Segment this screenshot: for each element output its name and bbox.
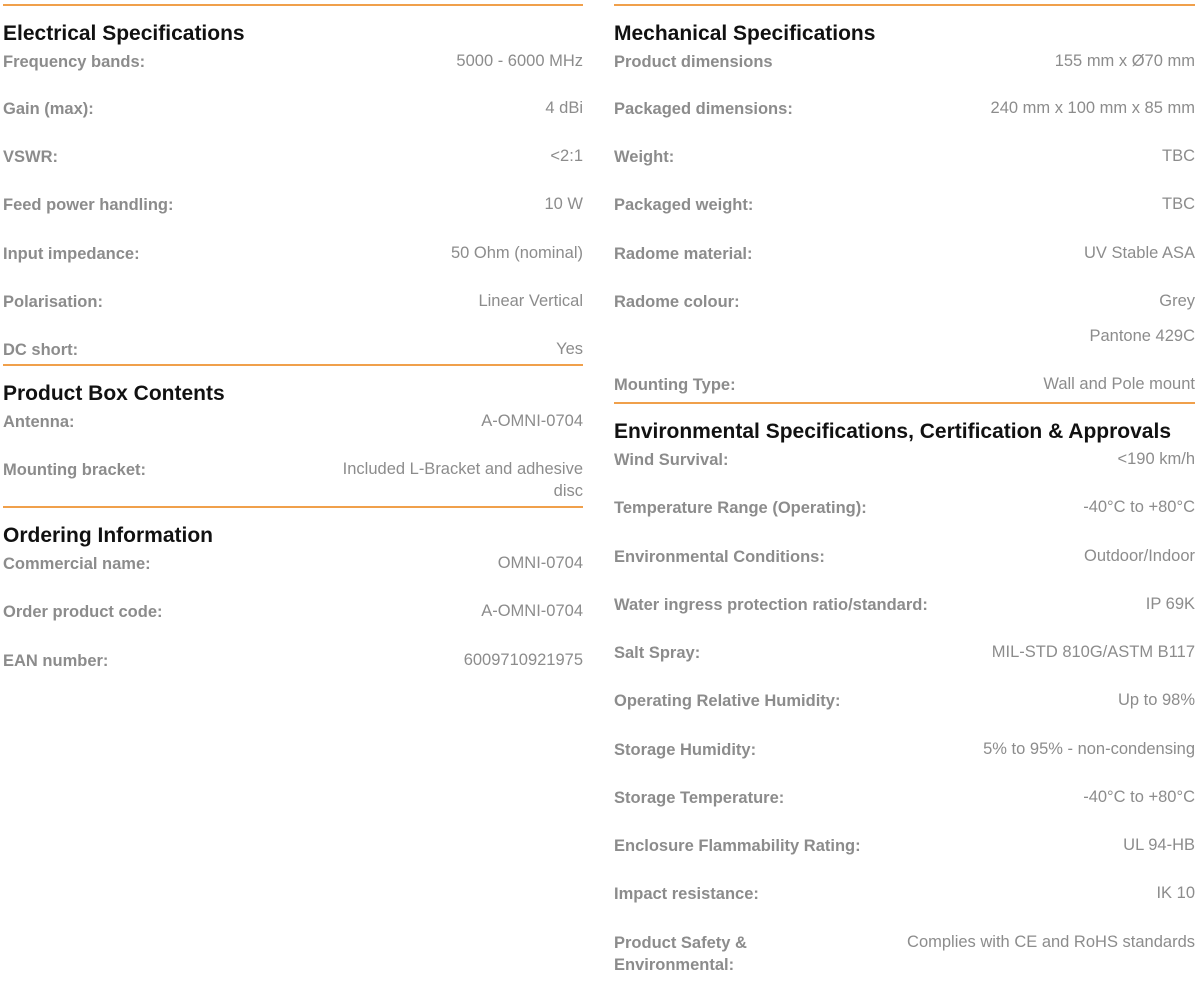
spec-row-wind-survival xyxy=(614,448,1195,496)
spec-value: IP 69K xyxy=(1145,595,1195,613)
spec-label: Radome colour: xyxy=(614,293,740,311)
section-title: Mechanical Specifications xyxy=(614,22,876,45)
spec-value: MIL-STD 810G/ASTM B117 xyxy=(991,643,1195,661)
spec-value: Complies with CE and RoHS standards xyxy=(907,933,1195,951)
spec-label: Storage Humidity: xyxy=(614,741,757,759)
spec-value: A-OMNI-0704 xyxy=(481,412,583,430)
spec-row-environmental-conditions xyxy=(614,545,1195,593)
spec-value: UL 94-HB xyxy=(1123,836,1195,854)
spec-label: Input impedance: xyxy=(3,245,140,263)
spec-value xyxy=(760,290,1195,347)
box-contents-section xyxy=(3,364,583,506)
environmental-section xyxy=(614,402,1195,977)
spec-value: A-OMNI-0704 xyxy=(481,602,583,620)
spec-row-storage-humidity xyxy=(614,738,1195,786)
spec-value: Linear Vertical xyxy=(478,292,583,310)
spec-label: EAN number: xyxy=(3,652,109,670)
spec-value-line: Included L-Bracket and adhesive xyxy=(342,460,583,478)
spec-value: 4 dBi xyxy=(545,99,583,117)
spec-label: Salt Spray: xyxy=(614,644,701,662)
spec-row-operating-humidity xyxy=(614,689,1195,738)
spec-row-mounting-type xyxy=(614,373,1195,402)
right-column xyxy=(614,0,1195,977)
spec-value: 10 W xyxy=(544,195,583,213)
spec-label: Gain (max): xyxy=(3,100,94,118)
spec-value: TBC xyxy=(1162,147,1195,165)
spec-label: Storage Temperature: xyxy=(614,789,785,807)
spec-row-temperature-range xyxy=(614,496,1195,545)
spec-label: Commercial name: xyxy=(3,555,151,573)
spec-row-ean xyxy=(3,649,583,679)
spec-label: Order product code: xyxy=(3,603,163,621)
spec-label: Product dimensions xyxy=(614,53,773,71)
spec-row-storage-temperature xyxy=(614,786,1195,834)
spec-row-radome-colour xyxy=(614,290,1195,373)
spec-label: Water ingress protection ratio/standard: xyxy=(614,596,928,614)
spec-label: DC short: xyxy=(3,341,79,359)
spec-label: Environmental Conditions: xyxy=(614,548,825,566)
spec-value-line: disc xyxy=(553,482,583,500)
spec-value: 155 mm x Ø70 mm xyxy=(1054,52,1195,70)
section-title: Environmental Specifications, Certification & Approvals xyxy=(614,420,1172,443)
spec-value: UV Stable ASA xyxy=(1084,244,1195,262)
spec-value: <2:1 xyxy=(550,147,583,165)
spec-row-frequency-bands xyxy=(3,50,583,97)
spec-value: OMNI-0704 xyxy=(497,554,583,572)
spec-row-packaged-dimensions xyxy=(614,97,1195,145)
spec-label: VSWR: xyxy=(3,148,58,166)
spec-value xyxy=(166,458,583,502)
spec-value-line: Grey xyxy=(1159,292,1195,310)
spec-label: Enclosure Flammability Rating: xyxy=(614,837,861,855)
section-title: Electrical Specifications xyxy=(3,22,245,45)
electrical-specifications-section xyxy=(3,4,583,364)
spec-value: 5% to 95% - non-condensing xyxy=(983,740,1195,758)
spec-label: Mounting bracket: xyxy=(3,461,146,479)
spec-row-input-impedance xyxy=(3,242,583,290)
spec-value: 6009710921975 xyxy=(463,651,583,669)
spec-row-polarisation xyxy=(3,290,583,338)
spec-row-radome-material xyxy=(614,242,1195,290)
spec-label: Packaged weight: xyxy=(614,196,754,214)
mechanical-specifications-section xyxy=(614,4,1195,402)
spec-row-dc-short xyxy=(3,338,583,364)
spec-row-vswr xyxy=(3,145,583,193)
spec-value: <190 km/h xyxy=(1117,450,1195,468)
spec-label: Mounting Type: xyxy=(614,376,736,394)
spec-row-gain xyxy=(3,97,583,145)
spec-row-weight xyxy=(614,145,1195,193)
section-title: Ordering Information xyxy=(3,524,213,547)
spec-row-order-code xyxy=(3,600,583,649)
spec-value: Wall and Pole mount xyxy=(1043,375,1195,393)
spec-row-commercial-name xyxy=(3,552,583,600)
spec-label: Packaged dimensions: xyxy=(614,100,793,118)
spec-row-mounting-bracket xyxy=(3,458,583,506)
spec-label: Impact resistance: xyxy=(614,885,759,903)
spec-value: 5000 - 6000 MHz xyxy=(456,52,583,70)
spec-value-line: Pantone 429C xyxy=(1089,327,1195,345)
spec-row-salt-spray xyxy=(614,641,1195,689)
spec-label: Polarisation: xyxy=(3,293,103,311)
spec-label: Operating Relative Humidity: xyxy=(614,692,841,710)
left-column xyxy=(3,0,583,679)
spec-value: IK 10 xyxy=(1156,884,1195,902)
spec-row-product-safety xyxy=(614,931,1195,977)
spec-value: Yes xyxy=(556,340,583,358)
spec-value: Outdoor/Indoor xyxy=(1084,547,1195,565)
spec-value: 50 Ohm (nominal) xyxy=(450,244,583,262)
spec-label: Product Safety & Environmental: xyxy=(614,934,747,974)
spec-row-antenna xyxy=(3,410,583,458)
spec-label: Frequency bands: xyxy=(3,53,146,71)
section-title: Product Box Contents xyxy=(3,382,225,405)
ordering-information-section xyxy=(3,506,583,679)
spec-value: 240 mm x 100 mm x 85 mm xyxy=(990,99,1195,117)
spec-label: Antenna: xyxy=(3,413,75,431)
spec-row-impact-resistance xyxy=(614,882,1195,931)
spec-label: Wind Survival: xyxy=(614,451,729,469)
spec-label: Weight: xyxy=(614,148,675,166)
spec-label: Radome material: xyxy=(614,245,753,263)
spec-row-flammability xyxy=(614,834,1195,882)
spec-value: -40°C to +80°C xyxy=(1083,788,1195,806)
spec-value: -40°C to +80°C xyxy=(1083,498,1195,516)
spec-value: Up to 98% xyxy=(1117,691,1195,709)
spec-row-water-ingress xyxy=(614,593,1195,641)
spec-value: TBC xyxy=(1162,195,1195,213)
spec-row-packaged-weight xyxy=(614,193,1195,242)
spec-label: Feed power handling: xyxy=(3,196,174,214)
spec-row-feed-power xyxy=(3,193,583,242)
spec-label: Temperature Range (Operating): xyxy=(614,499,867,517)
spec-row-product-dimensions xyxy=(614,50,1195,97)
